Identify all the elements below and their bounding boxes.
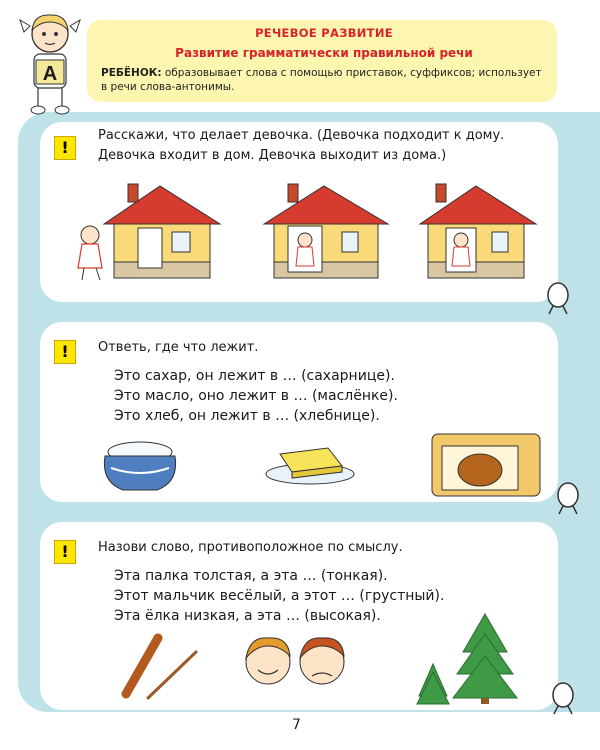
task3-line-boy: Этот мальчик весёлый, а этот … (грустный). [114, 588, 445, 604]
margin-loop-icon [550, 682, 576, 716]
page-number: 7 [292, 717, 301, 733]
task3-instruction: Назови слово, противоположное по смыслу. [98, 540, 403, 555]
margin-loop-icon [545, 282, 571, 316]
section-subtitle: Развитие грамматически правильной речи [175, 46, 473, 60]
section-title: РЕЧЕВОЕ РАЗВИТИЕ [255, 26, 393, 40]
boys-faces-illustration [240, 632, 350, 702]
mascot-girl-illustration [14, 10, 86, 118]
task1-instruction [98, 126, 548, 166]
task3-line-tree: Эта ёлка низкая, а эта … (высокая). [114, 608, 381, 624]
exclamation-marker: ! [54, 136, 76, 160]
header-panel [87, 20, 557, 102]
task2-line-bread: Это хлеб, он лежит в … (хлебнице). [114, 408, 380, 424]
exclamation-marker: ! [54, 340, 76, 364]
sticks-illustration [118, 632, 208, 702]
sugar-bowl-illustration [95, 438, 185, 498]
task1-line1: Расскажи, что делает девочка. (Девочка подходит к дому. [98, 128, 505, 143]
task1-line2: Девочка входит в дом. Девочка выходит из дома.) [98, 148, 447, 163]
mascot-letter: А [42, 63, 58, 85]
task3-line-stick: Эта палка толстая, а эта … (тонкая). [114, 568, 388, 584]
task2-line-butter: Это масло, оно лежит в … (маслёнке). [114, 388, 398, 404]
house-scene-enter [258, 180, 408, 290]
margin-loop-icon [555, 482, 581, 516]
bread-box-illustration [428, 428, 544, 500]
house-scene-approach [60, 180, 220, 290]
exclamation-marker: ! [54, 540, 76, 564]
house-scene-exit [420, 180, 540, 290]
task2-line-sugar: Это сахар, он лежит в … (сахарнице). [114, 368, 395, 384]
child-label: РЕБЁНОК: [101, 67, 162, 79]
section-description [101, 66, 547, 94]
butter-dish-illustration [262, 440, 358, 490]
fir-trees-illustration [415, 612, 525, 704]
description-text: образовывает слова с помощью приставок, суффиксов; использует в речи слова-антонимы. [101, 67, 542, 93]
task2-instruction: Ответь, где что лежит. [98, 340, 259, 355]
